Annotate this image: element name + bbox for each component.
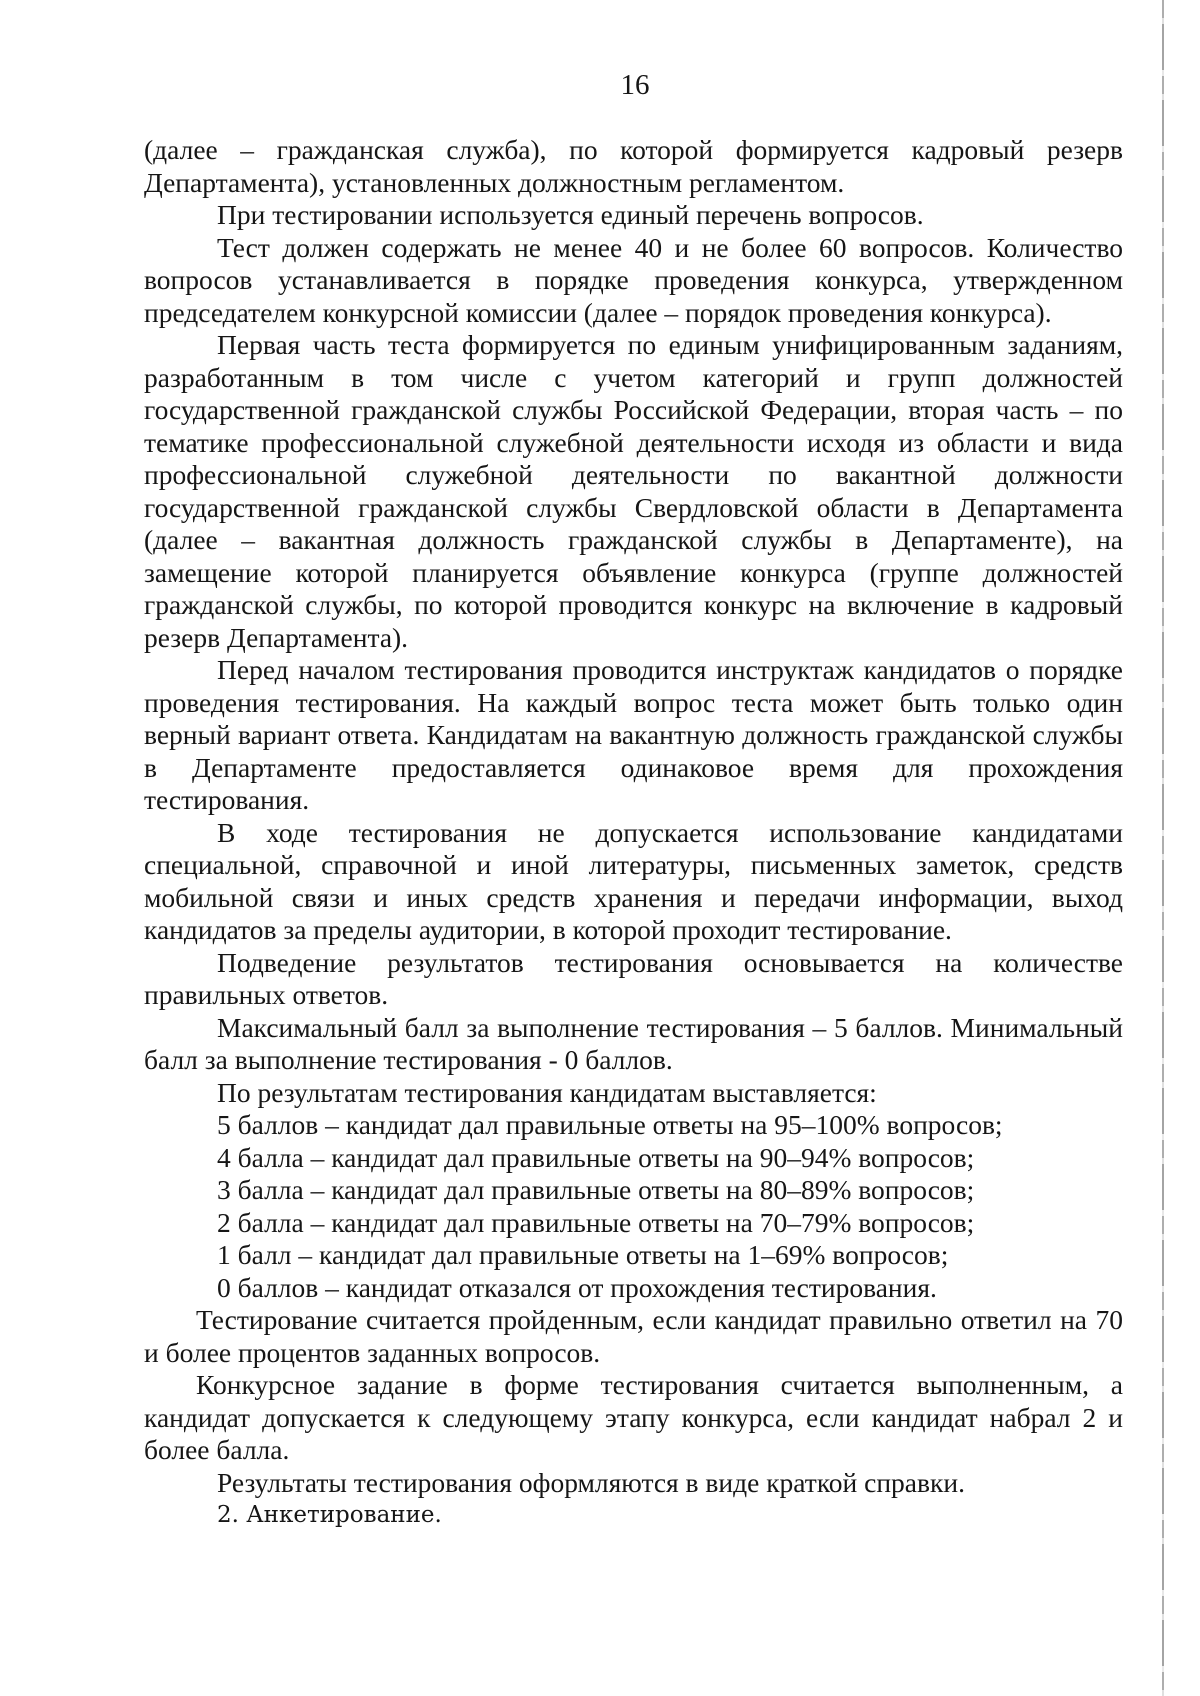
paragraph: Результаты тестирования оформляются в виде краткой справки. — [217, 1466, 965, 1498]
score-line: 3 балла – кандидат дал правильные ответы на 80–89% вопросов; — [217, 1174, 975, 1205]
document-body — [144, 134, 1123, 1532]
paragraph: Подведение результатов тестирования основывается на количестве правильных ответов. — [144, 946, 1123, 1010]
paragraph: (далее – гражданская служба), по которой формируется кадровый резерв Департамента), установленных должностным регламентом. — [144, 134, 1123, 198]
paragraph: Конкурсное задание в форме тестирования считается выполненным, а кандидат допускается к следующему этапу конкурса, если кандидат набрал 2 и более балла. — [144, 1369, 1123, 1465]
page-number: 16 — [620, 69, 650, 101]
paragraph: В ходе тестирования не допускается использование кандидатами специальной, справочной и иной литературы, письменных заметок, средств мобильной связи и иных средств хранения и передачи информации, выход кандидатов за пределы аудитории, в которой проходит тестирование. — [144, 816, 1123, 945]
paragraph: По результатам тестирования кандидатам выставляется: — [217, 1076, 877, 1108]
paragraph: Тест должен содержать не менее 40 и не более 60 вопросов. Количество вопросов устанавливается в порядке проведения конкурса, утвержденном председателем конкурсной комиссии (далее – порядок проведения конкурса). — [144, 231, 1123, 328]
score-line: 4 балла – кандидат дал правильные ответы на 90–94% вопросов; — [217, 1141, 975, 1173]
score-line: 0 баллов – кандидат отказался от прохождения тестирования. — [217, 1271, 937, 1303]
paragraph: При тестировании используется единый перечень вопросов. — [217, 199, 924, 230]
paragraph: Тестирование считается пройденным, если кандидат правильно ответил на 70 и более процентов заданных вопросов. — [144, 1304, 1123, 1368]
paragraph: Перед началом тестирования проводится инструктаж кандидатов о порядке проведения тестирования. На каждый вопрос теста может быть только один верный вариант ответа. Кандидатам на вакантную должность гражданской службы в Департаменте предоставляется одинаковое время для прохождения тестирования. — [144, 654, 1123, 815]
scan-edge-line — [1162, 0, 1164, 1696]
section-heading: 2. Анкетирование. — [217, 1502, 442, 1528]
score-line: 2 балла – кандидат дал правильные ответы на 70–79% вопросов; — [217, 1206, 975, 1238]
paragraph: Максимальный балл за выполнение тестирования – 5 баллов. Минимальный балл за выполнение тестирования - 0 баллов. — [144, 1011, 1123, 1075]
paragraph: Первая часть теста формируется по единым унифицированным заданиям, разработанным в том числе с учетом категорий и групп должностей государственной гражданской службы Российской Федерации, вторая часть – по тематике профессиональной служебной деятельности исходя из области и вида профессиональной служебной деятельности по вакантной должности государственной гражданской службы Свердловской области в Департамента (далее – вакантная должность гражданской службы в Департаменте), на замещение которой планируется объявление конкурса (группе должностей гражданской службы, по которой проводится конкурс на включение в кадровый резерв Департамента). — [144, 329, 1123, 653]
score-line: 5 баллов – кандидат дал правильные ответы на 95–100% вопросов; — [217, 1109, 1003, 1140]
score-line: 1 балл – кандидат дал правильные ответы на 1–69% вопросов; — [217, 1239, 949, 1270]
